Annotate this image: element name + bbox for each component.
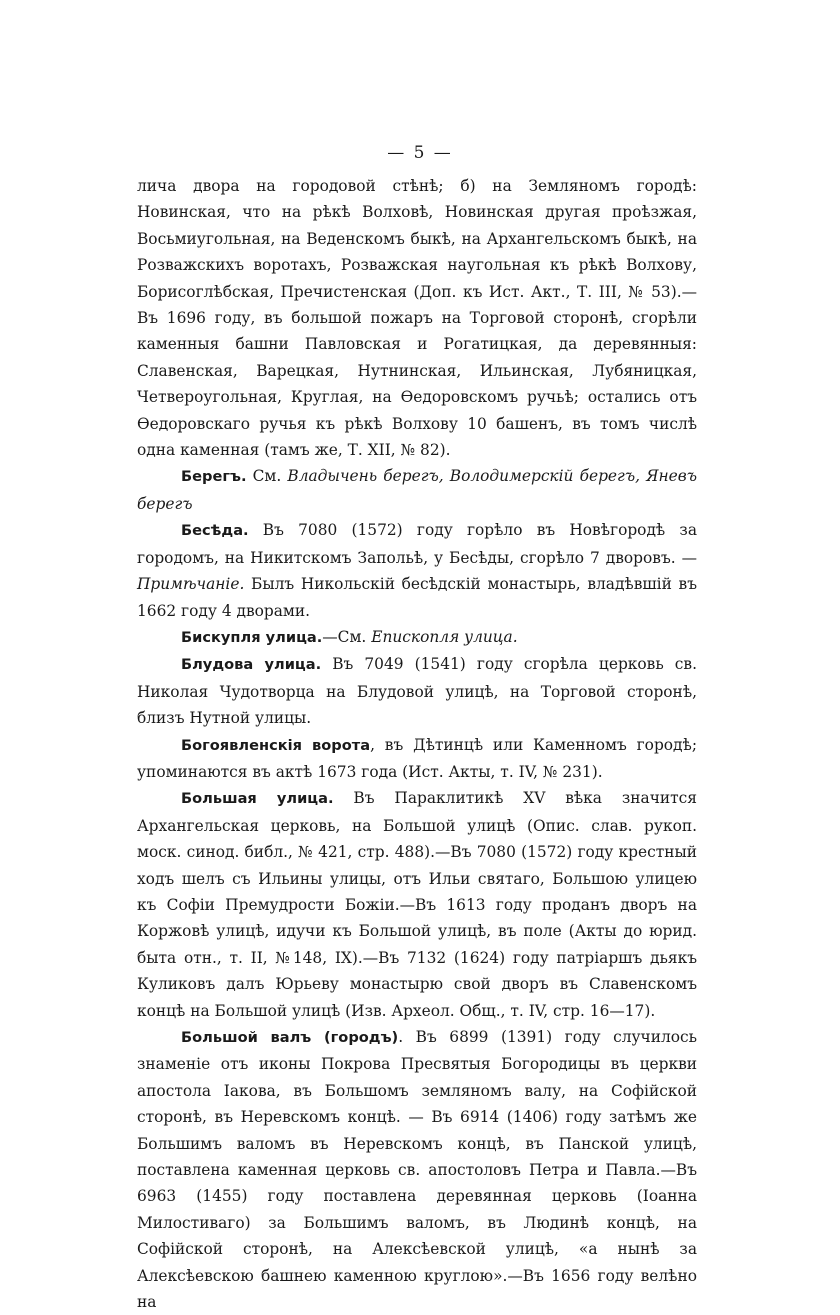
dictionary-entry (137, 624, 697, 651)
italic-reference: Епископля улица. (371, 627, 518, 646)
entry-headword: Большой валъ (городъ) (181, 1029, 399, 1046)
dictionary-entry (137, 463, 697, 517)
page-number: — 5 — (387, 143, 453, 163)
entry-text: , въ Дѣтинцѣ или Каменномъ городѣ; упоминаются въ актѣ 1673 года (Ист. Акты, т. IV, № 231). (137, 735, 697, 781)
entry-headword: Бесѣда. (181, 522, 249, 540)
entry-text: —См. (322, 627, 372, 646)
dictionary-entry (137, 785, 697, 1024)
entry-headword: Берегъ. (181, 468, 247, 486)
entry-headword: Богоявленскія ворота (181, 736, 371, 754)
dictionary-entry (137, 732, 697, 786)
entry-headword: Большая улица. (181, 790, 334, 808)
entry-text: Въ 7080 (1572) году горѣло въ Новѣгородѣ за городомъ, на Никитскомъ Запольѣ, у Бесѣды, сгорѣло 7 дворовъ. — (137, 521, 697, 567)
entry-text: лича двора на городовой стѣнѣ; б) на Земляномъ городѣ: Новинская, что на рѣкѣ Волховѣ, Новинская другая проѣзжая, Восьмиугольная, на Веденскомъ быкѣ, на Архангельскомъ быкѣ, на Розважскихъ воротахъ, Розважская наугольная къ рѣкѣ Волхову, Борисоглѣбская, Пречистенская (Доп. къ Ист. Акт., Т. III, № 53).—Въ 1696 году, въ большой пожаръ на Торговой сторонѣ, сгорѣли каменныя башни Павловская и Рогатицкая, да деревянныя: Славенская, Варецкая, Нутнинская, Ильинская, Лубяницкая, Четвероугольная, Круглая, на Ѳедоровскомъ ручьѣ; остались отъ Ѳедоровскаго ручья къ рѣкѣ Волхову 10 башенъ, въ томъ числѣ одна каменная (тамъ же, Т. XII, № 82). (137, 177, 697, 460)
entry-text: Въ Параклитикѣ XV вѣка значится Архангельская церковь, на Большой улицѣ (Опис. слав. рукоп. моск. синод. библ., № 421, стр. 488).—Въ 7080 (1572) году крестный ходъ шелъ съ Ильины улицы, отъ Ильи святаго, Большою улицею къ Софіи Премудрости Божіи.—Въ 1613 году проданъ дворъ на Коржовѣ улицѣ, идучи къ Большой улицѣ, въ поле (Акты до юрид. быта отн., т. II, №148, IX).—Въ 7132 (1624) году патріаршъ дьякъ Куликовъ далъ Юрьеву монастырю свой дворъ въ Славенскомъ концѣ на Большой улицѣ (Изв. Археол. Общ., т. IV, стр. 16—17). (137, 789, 697, 1020)
italic-reference: Владычень берегъ, Володимерскій берегъ, Яневъ берегъ (137, 467, 697, 513)
entry-headword: Блудова улица. (181, 656, 322, 674)
italic-reference: Примѣчаніе. (137, 575, 245, 594)
dictionary-entry (137, 517, 697, 624)
continued-paragraph (137, 173, 697, 463)
entry-text: См. (246, 467, 288, 486)
entry-text: Въ 7049 (1541) году сгорѣла церковь св. Николая Чудотворца на Блудовой улицѣ, на Торговой сторонѣ, близъ Нутной улицы. (137, 655, 697, 728)
dictionary-entry (137, 651, 697, 731)
entry-headword: Бискупля улица. (181, 628, 323, 646)
entry-text: Былъ Никольскій бесѣдскій монастырь, владѣвшій въ 1662 году 4 дворами. (137, 575, 697, 620)
entry-text: . Въ 6899 (1391) году случилось знаменіе отъ иконы Покрова Пресвятыя Богородицы въ церкви апостола Іакова, въ Большомъ земляномъ валу, на Софійской сторонѣ, въ Неревскомъ концѣ. — Въ 6914 (1406) году затѣмъ же Большимъ валомъ въ Неревскомъ концѣ, въ Панской улицѣ, поставлена каменная церковь св. апостоловъ Петра и Павла.—Въ 6963 (1455) году поставлена деревянная церковь (Іоанна Милостиваго) за Большимъ валомъ, въ Людинѣ концѣ, на Софійской сторонѣ, на Алексѣевской улицѣ, «а нынѣ за Алексѣевскою башнею каменною круглою».—Въ 1656 году велѣно на (137, 1028, 697, 1312)
body-text (137, 173, 697, 1315)
dictionary-entry (137, 1024, 697, 1315)
